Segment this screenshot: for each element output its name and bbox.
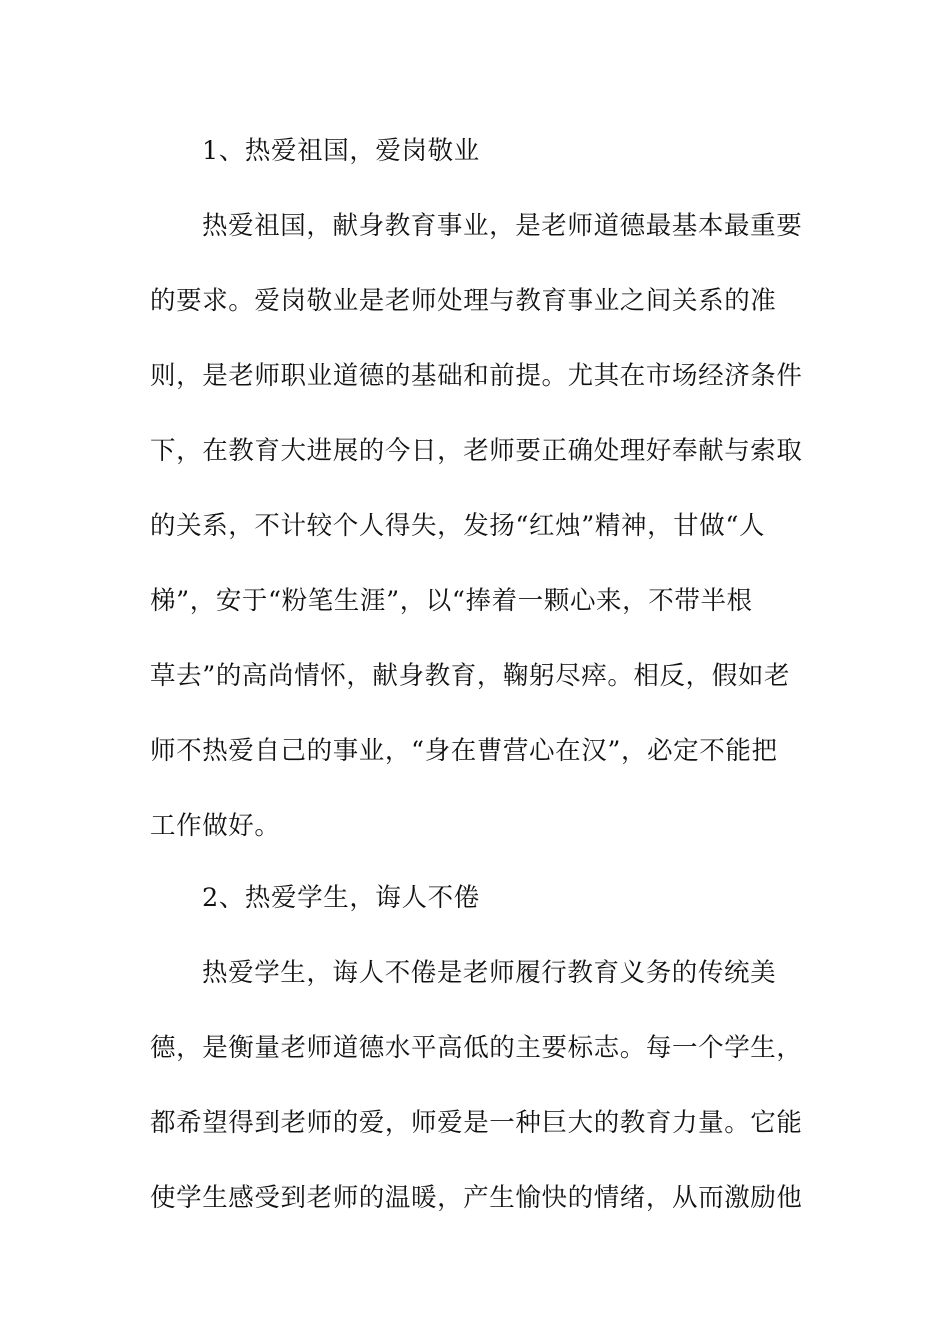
paragraph-line: 热爱祖国，献身教育事业，是老师道德最基本最重要 bbox=[202, 211, 803, 241]
section-heading-1: 1、热爱祖国，爱岗敬业 bbox=[202, 136, 480, 166]
paragraph-line: 的关系，不计较个人得失，发扬“红烛”精神，甘做“人 bbox=[150, 511, 766, 541]
paragraph-line: 梯”，安于“粉笔生涯”，以“捧着一颗心来，不带半根 bbox=[150, 586, 753, 616]
paragraph-line: 则，是老师职业道德的基础和前提。尤其在市场经济条件 bbox=[150, 361, 803, 391]
paragraph-line: 草去”的高尚情怀，献身教育，鞠躬尽瘁。相反，假如老 bbox=[150, 661, 791, 691]
paragraph-line: 下，在教育大进展的今日，老师要正确处理好奉献与索取 bbox=[150, 436, 803, 466]
section-heading-2: 2、热爱学生，诲人不倦 bbox=[202, 883, 480, 913]
paragraph-line: 热爱学生，诲人不倦是老师履行教育义务的传统美 bbox=[202, 958, 777, 988]
paragraph-line: 的要求。爱岗敬业是老师处理与教育事业之间关系的准 bbox=[150, 286, 777, 316]
paragraph-line: 师不热爱自己的事业，“身在曹营心在汉”，必定不能把 bbox=[150, 736, 778, 766]
paragraph-line: 都希望得到老师的爱，师爱是一种巨大的教育力量。它能 bbox=[150, 1108, 803, 1138]
paragraph-line: 使学生感受到老师的温暖，产生愉快的情绪，从而激励他 bbox=[150, 1183, 803, 1213]
paragraph-line: 德，是衡量老师道德水平高低的主要标志。每一个学生， bbox=[150, 1033, 803, 1063]
paragraph-line: 工作做好。 bbox=[150, 811, 281, 841]
